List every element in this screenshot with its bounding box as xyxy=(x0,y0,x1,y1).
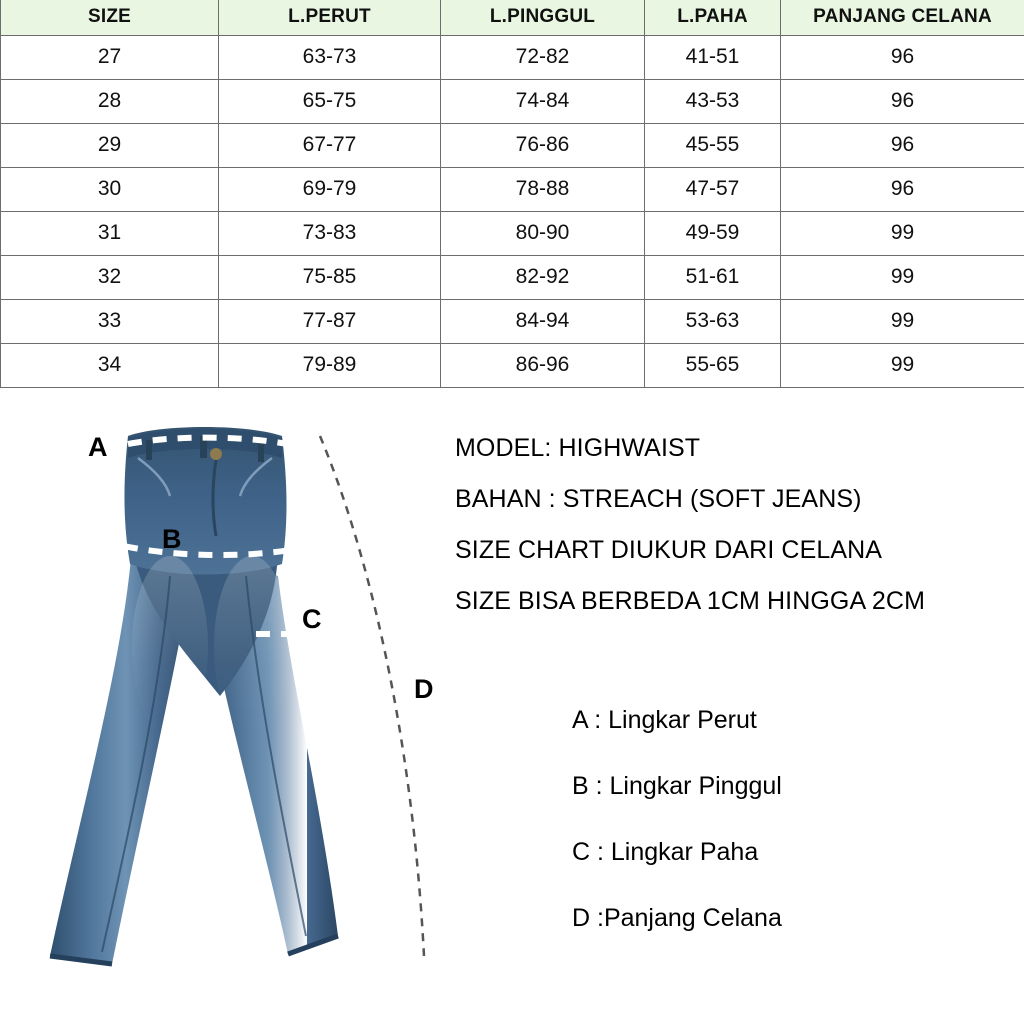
marker-c: C xyxy=(302,604,322,634)
info-model: MODEL: HIGHWAIST xyxy=(455,434,701,462)
table-row xyxy=(1,168,1024,212)
marker-a: A xyxy=(88,432,108,462)
legend-item-b: B : Lingkar Pinggul xyxy=(572,772,782,800)
cell-lperut: 63-73 xyxy=(219,36,441,80)
table-row xyxy=(1,212,1024,256)
info-bahan: BAHAN : STREACH (SOFT JEANS) xyxy=(455,485,862,513)
marker-b: B xyxy=(162,524,182,554)
size-chart-table-wrap xyxy=(0,0,1024,388)
cell-lpinggul: 78-88 xyxy=(441,168,645,212)
cell-size: 33 xyxy=(1,300,219,344)
cell-lpinggul: 82-92 xyxy=(441,256,645,300)
jeans-illustration xyxy=(20,396,450,1016)
table-row xyxy=(1,80,1024,124)
table-row xyxy=(1,300,1024,344)
cell-lpinggul: 72-82 xyxy=(441,36,645,80)
cell-lperut: 79-89 xyxy=(219,344,441,388)
cell-lperut: 77-87 xyxy=(219,300,441,344)
cell-lpinggul: 76-86 xyxy=(441,124,645,168)
cell-lpaha: 41-51 xyxy=(645,36,781,80)
column-header-lperut: L.PERUT xyxy=(219,0,441,36)
column-header-lpinggul: L.PINGGUL xyxy=(441,0,645,36)
cell-lpaha: 55-65 xyxy=(645,344,781,388)
legend-item-d: D :Panjang Celana xyxy=(572,904,782,932)
cell-panjang: 96 xyxy=(781,168,1024,212)
cell-size: 27 xyxy=(1,36,219,80)
cell-panjang: 96 xyxy=(781,36,1024,80)
cell-lperut: 73-83 xyxy=(219,212,441,256)
table-row xyxy=(1,36,1024,80)
info-size-chart-note: SIZE CHART DIUKUR DARI CELANA xyxy=(455,536,883,564)
cell-panjang: 99 xyxy=(781,344,1024,388)
cell-panjang: 96 xyxy=(781,80,1024,124)
cell-lpaha: 53-63 xyxy=(645,300,781,344)
cell-panjang: 99 xyxy=(781,256,1024,300)
legend-item-a: A : Lingkar Perut xyxy=(572,706,757,734)
cell-lpinggul: 84-94 xyxy=(441,300,645,344)
measurement-legend xyxy=(572,706,1012,970)
cell-lpaha: 51-61 xyxy=(645,256,781,300)
column-header-size: SIZE xyxy=(1,0,219,36)
cell-lpinggul: 80-90 xyxy=(441,212,645,256)
table-header-row xyxy=(1,0,1024,36)
cell-lpaha: 49-59 xyxy=(645,212,781,256)
cell-panjang: 99 xyxy=(781,212,1024,256)
cell-lpaha: 47-57 xyxy=(645,168,781,212)
cell-lpinggul: 74-84 xyxy=(441,80,645,124)
legend-item-c: C : Lingkar Paha xyxy=(572,838,759,866)
cell-lperut: 65-75 xyxy=(219,80,441,124)
size-chart-table xyxy=(0,0,1024,388)
cell-lperut: 69-79 xyxy=(219,168,441,212)
product-info xyxy=(455,434,1015,638)
cell-size: 34 xyxy=(1,344,219,388)
info-tolerance-note: SIZE BISA BERBEDA 1CM HINGGA 2CM xyxy=(455,587,925,615)
cell-panjang: 99 xyxy=(781,300,1024,344)
column-header-lpaha: L.PAHA xyxy=(645,0,781,36)
table-row xyxy=(1,344,1024,388)
cell-size: 30 xyxy=(1,168,219,212)
lower-section xyxy=(0,386,1024,1024)
cell-panjang: 96 xyxy=(781,124,1024,168)
cell-size: 32 xyxy=(1,256,219,300)
cell-size: 29 xyxy=(1,124,219,168)
column-header-panjang-celana: PANJANG CELANA xyxy=(781,0,1024,36)
table-row xyxy=(1,124,1024,168)
cell-size: 31 xyxy=(1,212,219,256)
cell-lpaha: 45-55 xyxy=(645,124,781,168)
jeans-photo-icon xyxy=(20,396,450,1016)
table-row xyxy=(1,256,1024,300)
marker-d: D xyxy=(414,674,434,704)
cell-lperut: 75-85 xyxy=(219,256,441,300)
cell-lperut: 67-77 xyxy=(219,124,441,168)
cell-lpinggul: 86-96 xyxy=(441,344,645,388)
cell-lpaha: 43-53 xyxy=(645,80,781,124)
cell-size: 28 xyxy=(1,80,219,124)
